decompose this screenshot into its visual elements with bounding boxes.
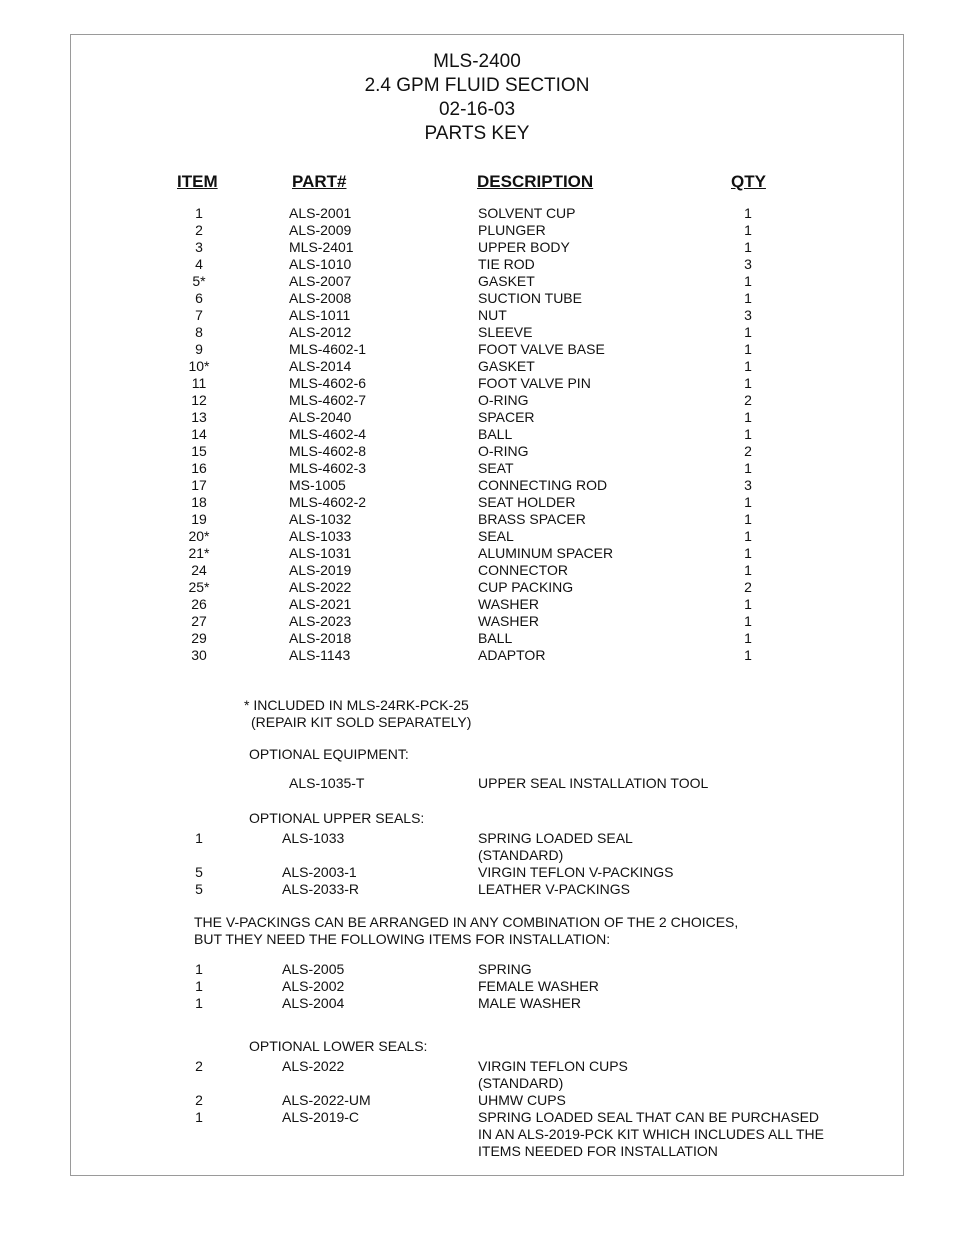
- lower-seal-desc-line2: IN AN ALS-2019-PCK KIT WHICH INCLUDES ALL THE: [478, 1126, 824, 1142]
- part-item-number: 27: [191, 613, 207, 629]
- part-number: ALS-1031: [289, 545, 352, 561]
- part-item-number: 24: [191, 562, 207, 578]
- part-number: ALS-2018: [289, 630, 352, 646]
- part-qty: 2: [744, 579, 752, 595]
- table-row: [0, 358, 954, 375]
- part-item-number: 2: [195, 222, 203, 238]
- part-qty: 1: [744, 426, 752, 442]
- optional-equipment-desc: UPPER SEAL INSTALLATION TOOL: [478, 775, 709, 791]
- part-number: ALS-2022: [289, 579, 352, 595]
- optional-equipment-part: ALS-1035-T: [289, 775, 365, 791]
- part-item-number: 13: [191, 409, 207, 425]
- upper-seal-desc: VIRGIN TEFLON V-PACKINGS: [478, 864, 674, 880]
- part-item-number: 10*: [188, 358, 210, 374]
- part-qty: 3: [744, 307, 752, 323]
- part-description: FOOT VALVE PIN: [478, 375, 591, 391]
- table-row: [0, 630, 954, 647]
- part-number: MLS-4602-3: [289, 460, 367, 476]
- part-description: O-RING: [478, 443, 529, 459]
- part-number: ALS-2012: [289, 324, 352, 340]
- part-item-number: 16: [191, 460, 207, 476]
- lower-seal-qty: 2: [195, 1092, 203, 1108]
- part-number: ALS-1033: [289, 528, 352, 544]
- part-qty: 3: [744, 256, 752, 272]
- upper-seal-part: ALS-2003-1: [282, 864, 357, 880]
- part-number: MLS-4602-7: [289, 392, 367, 408]
- table-row: [0, 528, 954, 545]
- upper-seal-qty: 5: [195, 864, 203, 880]
- part-number: MLS-4602-8: [289, 443, 367, 459]
- part-item-number: 14: [191, 426, 207, 442]
- subtitle: 2.4 GPM FLUID SECTION: [364, 75, 590, 96]
- install-item-qty: 1: [195, 978, 203, 994]
- part-qty: 1: [744, 324, 752, 340]
- part-number: ALS-2040: [289, 409, 352, 425]
- part-item-number: 8: [195, 324, 203, 340]
- part-qty: 1: [744, 239, 752, 255]
- part-description: WASHER: [478, 613, 539, 629]
- part-number: ALS-2023: [289, 613, 352, 629]
- table-row: [0, 511, 954, 528]
- part-item-number: 30: [191, 647, 207, 663]
- table-row: [0, 222, 954, 239]
- table-row: [0, 460, 954, 477]
- parts-table: [0, 205, 954, 664]
- part-description: CUP PACKING: [478, 579, 574, 595]
- part-item-number: 3: [195, 239, 203, 255]
- part-item-number: 7: [195, 307, 203, 323]
- part-item-number: 15: [191, 443, 207, 459]
- install-item-desc: FEMALE WASHER: [478, 978, 599, 994]
- table-row: [0, 596, 954, 613]
- part-qty: 1: [744, 341, 752, 357]
- table-row: [0, 647, 954, 664]
- part-description: SOLVENT CUP: [478, 205, 576, 221]
- part-qty: 1: [744, 460, 752, 476]
- vpacking-note-line1: THE V-PACKINGS CAN BE ARRANGED IN ANY COMBINATION OF THE 2 CHOICES,: [194, 914, 739, 930]
- table-row: [0, 613, 954, 630]
- part-qty: 1: [744, 647, 752, 663]
- part-description: BRASS SPACER: [478, 511, 586, 527]
- part-number: ALS-2001: [289, 205, 352, 221]
- part-description: CONNECTING ROD: [478, 477, 608, 493]
- part-description: GASKET: [478, 358, 535, 374]
- table-row: [0, 579, 954, 596]
- part-item-number: 26: [191, 596, 207, 612]
- table-row: [0, 324, 954, 341]
- part-item-number: 5*: [192, 273, 206, 289]
- part-item-number: 4: [195, 256, 203, 272]
- lower-seal-part: ALS-2019-C: [282, 1109, 360, 1125]
- part-item-number: 19: [191, 511, 207, 527]
- part-qty: 1: [744, 222, 752, 238]
- table-row: [0, 477, 954, 494]
- part-qty: 1: [744, 596, 752, 612]
- part-item-number: 17: [191, 477, 207, 493]
- upper-seal-part: ALS-2033-R: [282, 881, 360, 897]
- lower-seal-qty: 2: [195, 1058, 203, 1074]
- part-description: FOOT VALVE BASE: [478, 341, 605, 357]
- install-item-desc: SPRING: [478, 961, 532, 977]
- part-qty: 1: [744, 511, 752, 527]
- table-row: [0, 341, 954, 358]
- part-number: ALS-1032: [289, 511, 352, 527]
- part-qty: 2: [744, 443, 752, 459]
- install-item-part: ALS-2002: [282, 978, 345, 994]
- part-description: SEAL: [478, 528, 514, 544]
- table-row: [0, 443, 954, 460]
- part-item-number: 12: [191, 392, 207, 408]
- part-item-number: 9: [195, 341, 203, 357]
- part-number: ALS-2008: [289, 290, 352, 306]
- part-description: PLUNGER: [478, 222, 546, 238]
- part-number: MLS-4602-4: [289, 426, 367, 442]
- part-item-number: 18: [191, 494, 207, 510]
- optional-equipment-heading: OPTIONAL EQUIPMENT:: [249, 746, 409, 762]
- model-title: MLS-2400: [433, 51, 521, 72]
- upper-seal-desc-note: (STANDARD): [478, 847, 564, 863]
- table-row: [0, 239, 954, 256]
- table-row: [0, 562, 954, 579]
- column-header-part: PART#: [292, 172, 347, 191]
- table-row: [0, 273, 954, 290]
- part-description: CONNECTOR: [478, 562, 568, 578]
- part-description: SLEEVE: [478, 324, 533, 340]
- part-description: SPACER: [478, 409, 535, 425]
- part-item-number: 11: [191, 375, 207, 391]
- part-qty: 1: [744, 630, 752, 646]
- part-qty: 1: [744, 375, 752, 391]
- part-number: ALS-1143: [289, 647, 351, 663]
- part-qty: 1: [744, 358, 752, 374]
- part-item-number: 25*: [188, 579, 210, 595]
- part-item-number: 1: [195, 205, 203, 221]
- column-header-qty: QTY: [731, 172, 766, 191]
- lower-seals-heading: OPTIONAL LOWER SEALS:: [249, 1038, 428, 1054]
- part-description: BALL: [478, 630, 513, 646]
- part-item-number: 20*: [188, 528, 210, 544]
- part-qty: 1: [744, 273, 752, 289]
- table-row: [0, 545, 954, 562]
- table-row: [0, 375, 954, 392]
- part-qty: 1: [744, 409, 752, 425]
- part-description: SEAT: [478, 460, 514, 476]
- part-number: ALS-1010: [289, 256, 352, 272]
- table-row: [0, 426, 954, 443]
- part-qty: 1: [744, 613, 752, 629]
- part-number: ALS-2019: [289, 562, 352, 578]
- part-qty: 3: [744, 477, 752, 493]
- part-description: SEAT HOLDER: [478, 494, 576, 510]
- part-number: MLS-2401: [289, 239, 354, 255]
- table-row: [0, 409, 954, 426]
- lower-seal-desc: UHMW CUPS: [478, 1092, 566, 1108]
- part-number: MLS-4602-6: [289, 375, 367, 391]
- footnote-line1: * INCLUDED IN MLS-24RK-PCK-25: [244, 697, 469, 713]
- part-description: O-RING: [478, 392, 529, 408]
- part-qty: 1: [744, 205, 752, 221]
- install-item-qty: 1: [195, 961, 203, 977]
- install-item-part: ALS-2005: [282, 961, 345, 977]
- upper-seal-qty: 1: [195, 830, 203, 846]
- lower-seal-desc-line3: ITEMS NEEDED FOR INSTALLATION: [478, 1143, 718, 1159]
- part-qty: 1: [744, 290, 752, 306]
- upper-seal-desc: LEATHER V-PACKINGS: [478, 881, 630, 897]
- install-item-part: ALS-2004: [282, 995, 345, 1011]
- lower-seal-qty: 1: [195, 1109, 203, 1125]
- part-description: WASHER: [478, 596, 539, 612]
- part-description: ADAPTOR: [478, 647, 546, 663]
- part-number: MLS-4602-2: [289, 494, 367, 510]
- part-qty: 2: [744, 392, 752, 408]
- part-number: MS-1005: [289, 477, 346, 493]
- part-qty: 1: [744, 545, 752, 561]
- part-qty: 1: [744, 494, 752, 510]
- column-header-description: DESCRIPTION: [477, 172, 594, 191]
- part-description: SUCTION TUBE: [478, 290, 582, 306]
- column-header-item: ITEM: [177, 172, 218, 191]
- part-number: ALS-2014: [289, 358, 352, 374]
- part-number: ALS-2007: [289, 273, 352, 289]
- part-description: NUT: [478, 307, 507, 323]
- lower-seal-desc-note: (STANDARD): [478, 1075, 564, 1091]
- part-qty: 1: [744, 528, 752, 544]
- table-row: [0, 307, 954, 324]
- lower-seal-part: ALS-2022: [282, 1058, 345, 1074]
- part-item-number: 21*: [188, 545, 210, 561]
- lower-seal-desc: SPRING LOADED SEAL THAT CAN BE PURCHASED: [478, 1109, 820, 1125]
- part-item-number: 29: [191, 630, 207, 646]
- lower-seal-part: ALS-2022-UM: [282, 1092, 371, 1108]
- document-date: 02-16-03: [438, 99, 516, 120]
- table-row: [0, 392, 954, 409]
- install-item-desc: MALE WASHER: [478, 995, 581, 1011]
- part-item-number: 6: [195, 290, 203, 306]
- table-row: [0, 205, 954, 222]
- part-number: MLS-4602-1: [289, 341, 367, 357]
- install-item-qty: 1: [195, 995, 203, 1011]
- upper-seal-desc: SPRING LOADED SEAL: [478, 830, 633, 846]
- part-description: UPPER BODY: [478, 239, 570, 255]
- upper-seal-part: ALS-1033: [282, 830, 345, 846]
- table-row: [0, 290, 954, 307]
- table-row: [0, 256, 954, 273]
- part-number: ALS-2021: [289, 596, 352, 612]
- part-description: GASKET: [478, 273, 535, 289]
- upper-seal-qty: 5: [195, 881, 203, 897]
- upper-seals-heading: OPTIONAL UPPER SEALS:: [249, 810, 425, 826]
- part-qty: 1: [744, 562, 752, 578]
- part-description: ALUMINUM SPACER: [478, 545, 614, 561]
- part-description: BALL: [478, 426, 513, 442]
- table-row: [0, 494, 954, 511]
- footnote-line2: (REPAIR KIT SOLD SEPARATELY): [251, 714, 472, 730]
- part-number: ALS-2009: [289, 222, 352, 238]
- vpacking-note-line2: BUT THEY NEED THE FOLLOWING ITEMS FOR INSTALLATION:: [194, 931, 611, 947]
- part-number: ALS-1011: [289, 307, 351, 323]
- page-title: PARTS KEY: [424, 123, 530, 144]
- part-description: TIE ROD: [478, 256, 535, 272]
- lower-seal-desc: VIRGIN TEFLON CUPS: [478, 1058, 628, 1074]
